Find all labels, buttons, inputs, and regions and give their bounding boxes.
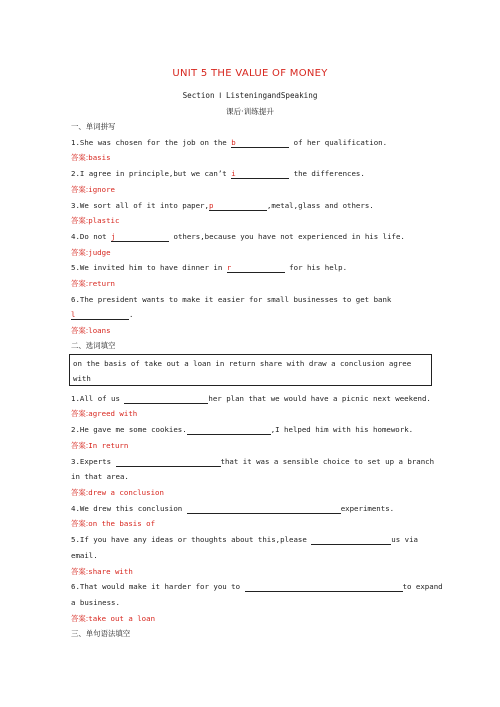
question-text: experiments. xyxy=(340,504,395,513)
question-text: us via xyxy=(391,535,418,544)
question-2-2 xyxy=(71,425,413,435)
answer-blank xyxy=(209,201,267,211)
question-text: 5.We invited him to have dinner in xyxy=(71,263,227,272)
part3-heading: 三、单句语法填空 xyxy=(71,629,131,638)
answer-blank xyxy=(187,504,341,514)
answer-label: 答案: xyxy=(71,279,89,288)
question-text: 2.I agree in principle,but we can’t xyxy=(71,169,232,178)
question-text: . xyxy=(129,310,134,319)
question-text: that it was a sensible choice to set up a branch xyxy=(220,457,435,466)
page-title: UNIT 5 THE VALUE OF MONEY xyxy=(172,68,328,79)
word-bank-line: on the basis of take out a loan in return share with draw a conclusion agree xyxy=(73,359,412,368)
answer-label: 答案: xyxy=(71,519,89,528)
question-text: 3.We sort all of it into paper, xyxy=(71,201,209,210)
blank-hint: j xyxy=(111,232,116,241)
answer-1-4 xyxy=(71,248,111,258)
question-2-4 xyxy=(71,504,394,514)
answer-blank xyxy=(231,138,289,148)
answer-1-2 xyxy=(71,185,115,195)
answer-label: 答案: xyxy=(71,185,89,194)
word-bank-line: with xyxy=(73,374,91,383)
part2-heading: 二、选词填空 xyxy=(71,341,116,350)
question-text: 3.Experts xyxy=(71,457,116,466)
question-1-6-cont xyxy=(71,310,133,320)
question-text: ,metal,glass and others. xyxy=(266,201,374,210)
answer-1-1 xyxy=(71,153,111,163)
question-text: 1.She was chosen for the job on the xyxy=(71,138,232,147)
question-text: 4.We drew this conclusion xyxy=(71,504,187,513)
answer-blank xyxy=(124,394,208,404)
answer-2-3 xyxy=(71,488,164,498)
question-1-6 xyxy=(71,295,391,305)
blank-hint: p xyxy=(208,201,214,210)
question-text: 2.He gave me some cookies. xyxy=(71,425,187,434)
practice-subtitle: 课后·训练提升 xyxy=(226,107,274,116)
answer-2-1 xyxy=(71,409,137,419)
question-text: 1.All of us xyxy=(71,394,125,403)
question-text: 6.The president wants to make it easier for small businesses to get bank xyxy=(71,295,392,304)
answer-text: In return xyxy=(88,441,129,450)
question-text: to expand xyxy=(402,582,443,591)
question-2-5-cont: email. xyxy=(71,551,98,560)
question-1-1 xyxy=(71,138,387,148)
answer-blank xyxy=(116,457,221,467)
question-1-3 xyxy=(71,201,374,211)
answer-2-5 xyxy=(71,567,133,577)
answer-label: 答案: xyxy=(71,409,89,418)
answer-blank xyxy=(245,582,403,592)
question-1-2 xyxy=(71,169,365,179)
question-text: her plan that we would have a picnic next weekend. xyxy=(208,394,431,403)
blank-hint: i xyxy=(231,169,236,178)
answer-text: basis xyxy=(88,153,111,162)
question-text: the differences. xyxy=(289,169,365,178)
blank-hint: l xyxy=(71,310,76,319)
answer-text: on the basis of xyxy=(88,519,156,528)
answer-label: 答案: xyxy=(71,153,89,162)
answer-text: take out a loan xyxy=(88,614,156,623)
answer-label: 答案: xyxy=(71,567,89,576)
answer-blank xyxy=(231,169,289,179)
blank-hint: r xyxy=(226,263,232,272)
question-text: ,I helped him with his homework. xyxy=(270,425,414,434)
blank-hint: b xyxy=(231,138,236,147)
answer-1-6 xyxy=(71,326,111,336)
answer-2-6 xyxy=(71,614,155,624)
question-1-5 xyxy=(71,263,347,273)
answer-text: judge xyxy=(88,248,111,257)
answer-blank xyxy=(71,310,129,320)
answer-text: drew a conclusion xyxy=(88,488,164,497)
answer-text: loans xyxy=(88,326,111,335)
answer-label: 答案: xyxy=(71,248,89,257)
question-2-1 xyxy=(71,394,431,404)
question-1-4 xyxy=(71,232,405,242)
answer-blank xyxy=(311,535,391,545)
answer-label: 答案: xyxy=(71,216,89,225)
answer-blank xyxy=(187,425,271,435)
section-subtitle: Section Ⅰ ListeningandSpeaking xyxy=(182,91,318,100)
question-2-6 xyxy=(71,582,443,592)
question-text: 4.Do not xyxy=(71,232,112,241)
answer-blank xyxy=(111,232,169,242)
question-2-3-cont: in that area. xyxy=(71,472,129,481)
answer-1-3 xyxy=(71,216,119,226)
answer-text: agreed with xyxy=(88,409,138,418)
question-text: 5.If you have any ideas or thoughts about this,please xyxy=(71,535,312,544)
answer-text: ignore xyxy=(88,185,115,194)
answer-text: share with xyxy=(88,567,133,576)
answer-text: return xyxy=(88,279,115,288)
question-2-3 xyxy=(71,457,434,467)
answer-2-4 xyxy=(71,519,155,529)
answer-2-2 xyxy=(71,441,128,451)
question-2-6-cont: a business. xyxy=(71,598,120,607)
answer-label: 答案: xyxy=(71,614,89,623)
part1-heading: 一、单词拼写 xyxy=(71,122,116,131)
question-text: others,because you have not experienced in his life. xyxy=(169,232,405,241)
answer-blank xyxy=(227,263,285,273)
question-text: 6.That would make it harder for you to xyxy=(71,582,245,591)
answer-label: 答案: xyxy=(71,326,89,335)
word-bank-box xyxy=(69,354,432,386)
answer-text: plastic xyxy=(88,216,120,225)
question-text: for his help. xyxy=(284,263,348,272)
question-2-5 xyxy=(71,535,418,545)
answer-label: 答案: xyxy=(71,488,89,497)
question-text: of her qualification. xyxy=(289,138,388,147)
answer-1-5 xyxy=(71,279,115,289)
answer-label: 答案: xyxy=(71,441,89,450)
